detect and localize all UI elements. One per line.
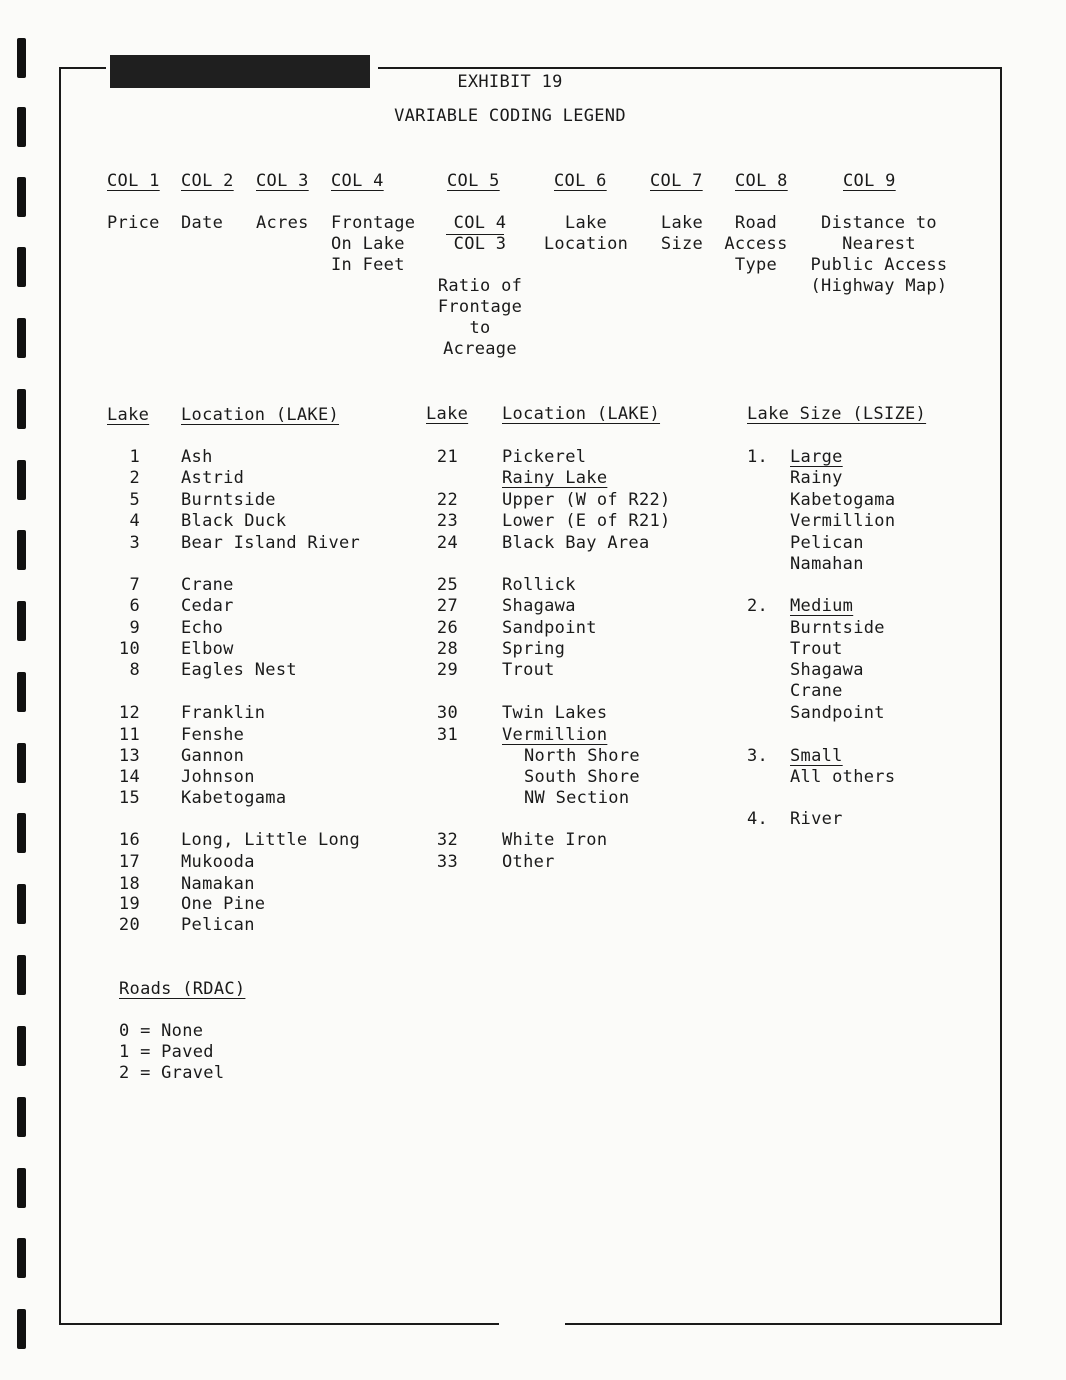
lake-code: 22 <box>436 490 458 510</box>
lake-name: Black Bay Area <box>502 533 650 553</box>
lake-code: 31 <box>436 725 458 745</box>
size-item: Shagawa <box>790 660 864 680</box>
lake-name: Rollick <box>502 575 576 595</box>
col8-code: COL 8 <box>735 171 788 191</box>
lake-code: 23 <box>436 511 458 531</box>
lake-code: 26 <box>436 618 458 638</box>
exhibit-label: EXHIBIT 19 <box>457 72 563 92</box>
lake-name: Namakan <box>181 874 255 894</box>
size-item: Vermillion <box>790 511 896 531</box>
lake-name: White Iron <box>502 830 608 850</box>
binder-hole <box>17 1309 26 1349</box>
col4-code: COL 4 <box>331 171 384 191</box>
lake-name: Elbow <box>181 639 234 659</box>
binder-hole <box>17 955 26 995</box>
lake-size-header: Lake Size (LSIZE) <box>747 404 927 424</box>
lake-name: Sandpoint <box>502 618 597 638</box>
binder-hole <box>17 1026 26 1066</box>
lake-name: Spring <box>502 639 566 659</box>
lake-code: 3 <box>129 533 140 553</box>
lake-name-vermillion-heading: Vermillion <box>502 725 608 745</box>
size-num: 2. <box>747 596 769 616</box>
redaction-bar <box>110 55 370 88</box>
col5-desc: Ratio of Frontage to Acreage <box>437 276 523 359</box>
frame-right <box>1000 67 1002 1325</box>
lake-code: 16 <box>118 830 140 850</box>
col8-desc: Road Access Type <box>724 213 788 275</box>
lake-code: 17 <box>118 852 140 872</box>
lake-code: 28 <box>436 639 458 659</box>
binder-hole <box>17 743 26 783</box>
lake-code: 25 <box>436 575 458 595</box>
size-num: 1. <box>747 447 769 467</box>
frame-bottom-left <box>59 1323 499 1325</box>
col3-code: COL 3 <box>256 171 309 191</box>
col9-code: COL 9 <box>843 171 896 191</box>
binder-hole <box>17 813 26 853</box>
binder-hole <box>17 1168 26 1208</box>
lake-subsection: NW Section <box>524 788 630 808</box>
lake-name: Long, Little Long <box>181 830 361 850</box>
lake-name: Burntside <box>181 490 276 510</box>
size-num: 3. <box>747 746 769 766</box>
col7-desc: Lake Size <box>660 213 704 254</box>
location-header-left: Location (LAKE) <box>181 405 340 425</box>
col5-ratio-den: COL 3 <box>453 234 507 254</box>
size-item: Burntside <box>790 618 885 638</box>
lake-name: Trout <box>502 660 555 680</box>
binder-hole <box>17 318 26 358</box>
size-item: Rainy <box>790 468 843 488</box>
binder-hole <box>17 530 26 570</box>
binder-hole <box>17 884 26 924</box>
binder-hole <box>17 107 26 147</box>
lake-code: 7 <box>129 575 140 595</box>
binder-hole <box>17 460 26 500</box>
binder-hole <box>17 1097 26 1137</box>
lake-code: 18 <box>118 874 140 894</box>
size-num: 4. <box>747 809 769 829</box>
lake-name: Kabetogama <box>181 788 287 808</box>
binder-hole <box>17 601 26 641</box>
binder-hole <box>17 672 26 712</box>
col4-desc: Frontage On Lake In Feet <box>331 213 416 275</box>
lake-code: 21 <box>436 447 458 467</box>
lake-code: 8 <box>129 660 140 680</box>
lake-code: 2 <box>129 468 140 488</box>
lake-name: Astrid <box>181 468 245 488</box>
lake-name: Pelican <box>181 915 255 935</box>
lake-code: 9 <box>129 618 140 638</box>
lake-name: Bear Island River <box>181 533 361 553</box>
lake-code: 1 <box>129 447 140 467</box>
lake-subsection: North Shore <box>524 746 640 766</box>
frame-top-right <box>378 67 1001 69</box>
lake-name: Fenshe <box>181 725 245 745</box>
lake-code: 24 <box>436 533 458 553</box>
size-item: Trout <box>790 639 843 659</box>
lake-code: 10 <box>118 639 140 659</box>
roads-header: Roads (RDAC) <box>119 979 246 999</box>
size-label-large: Large <box>790 447 843 467</box>
col6-code: COL 6 <box>554 171 607 191</box>
col5-code: COL 5 <box>447 171 500 191</box>
lake-name: Mukooda <box>181 852 255 872</box>
lake-code: 33 <box>436 852 458 872</box>
binder-hole <box>17 1238 26 1278</box>
lake-name: Twin Lakes <box>502 703 608 723</box>
lake-code: 13 <box>118 746 140 766</box>
col2-desc: Date <box>181 213 224 233</box>
lake-name: Upper (W of R22) <box>502 490 671 510</box>
binder-hole <box>17 389 26 429</box>
lake-code: 5 <box>129 490 140 510</box>
lake-name: Shagawa <box>502 596 576 616</box>
size-item: Pelican <box>790 533 864 553</box>
size-item: Crane <box>790 681 843 701</box>
frame-top-left <box>59 67 106 69</box>
lake-code: 14 <box>118 767 140 787</box>
size-item: All others <box>790 767 896 787</box>
lake-name-rainy-heading: Rainy Lake <box>502 468 608 488</box>
size-label-river: River <box>790 809 843 829</box>
size-item: Kabetogama <box>790 490 896 510</box>
lake-name: Crane <box>181 575 234 595</box>
road-code: 2 = Gravel <box>119 1063 225 1083</box>
lake-code: 19 <box>118 894 140 914</box>
size-item: Sandpoint <box>790 703 885 723</box>
binder-hole <box>17 38 26 78</box>
lake-name: Other <box>502 852 555 872</box>
lake-code: 12 <box>118 703 140 723</box>
lake-name: Pickerel <box>502 447 587 467</box>
lake-code: 20 <box>118 915 140 935</box>
lake-subsection: South Shore <box>524 767 640 787</box>
road-code: 0 = None <box>119 1021 204 1041</box>
col3-desc: Acres <box>256 213 309 233</box>
col1-desc: Price <box>107 213 160 233</box>
col2-code: COL 2 <box>181 171 234 191</box>
col9-desc: Distance to Nearest Public Access (Highway Map) <box>810 213 948 296</box>
lake-code: 6 <box>129 596 140 616</box>
lake-header-right: Lake <box>426 404 469 424</box>
location-header-right: Location (LAKE) <box>502 404 661 424</box>
col6-desc: Lake Location <box>543 213 629 254</box>
lake-header-left: Lake <box>107 405 150 425</box>
size-label-medium: Medium <box>790 596 854 616</box>
lake-code: 29 <box>436 660 458 680</box>
lake-name: Franklin <box>181 703 266 723</box>
lake-code: 32 <box>436 830 458 850</box>
col1-code: COL 1 <box>107 171 160 191</box>
lake-code: 27 <box>436 596 458 616</box>
lake-name: Ash <box>181 447 213 467</box>
lake-name: Cedar <box>181 596 234 616</box>
size-label-small: Small <box>790 746 843 766</box>
page-title: VARIABLE CODING LEGEND <box>394 106 626 126</box>
lake-name: Eagles Nest <box>181 660 297 680</box>
col7-code: COL 7 <box>650 171 703 191</box>
size-item: Namahan <box>790 554 864 574</box>
frame-left <box>59 67 61 1325</box>
binder-hole <box>17 247 26 287</box>
road-code: 1 = Paved <box>119 1042 214 1062</box>
lake-name: One Pine <box>181 894 266 914</box>
col5-ratio-num: COL 4 <box>453 213 507 233</box>
lake-code: 30 <box>436 703 458 723</box>
lake-name: Echo <box>181 618 224 638</box>
binder-hole <box>17 177 26 217</box>
lake-name: Johnson <box>181 767 255 787</box>
lake-name: Black Duck <box>181 511 287 531</box>
lake-name: Gannon <box>181 746 245 766</box>
lake-code: 4 <box>129 511 140 531</box>
lake-code: 11 <box>118 725 140 745</box>
lake-code: 15 <box>118 788 140 808</box>
lake-name: Lower (E of R21) <box>502 511 671 531</box>
frame-bottom-right <box>565 1323 1002 1325</box>
